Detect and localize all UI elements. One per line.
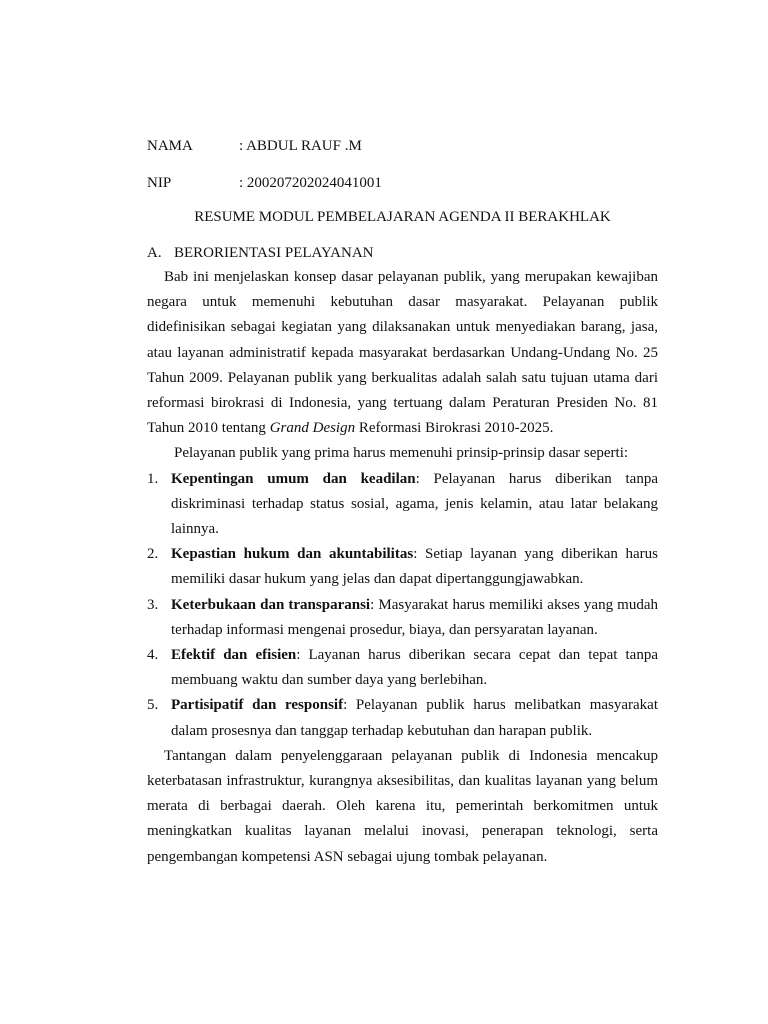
list-item-number: 2. bbox=[147, 546, 159, 563]
list-item bbox=[147, 643, 658, 693]
list-item bbox=[147, 693, 658, 743]
name-label: NAMA bbox=[147, 138, 193, 154]
list-item-body bbox=[171, 542, 658, 592]
section-heading-text: BERORIENTASI PELAYANAN bbox=[174, 245, 374, 261]
nip-value: : 200207202024041001 bbox=[239, 175, 382, 191]
closing-paragraph: Tantangan dalam penyelenggaraan pelayanan publik di Indonesia mencakup keterbatasan infrastruktur, kurangnya aksesibilitas, dan kualitas layanan yang belum merata di berbagai daerah. Oleh karena itu, pemerintah berkomitmen untuk meningkatkan kualitas layanan melalui inovasi, penerapan teknologi, serta pengembangan kompetensi ASN sebagai ujung tombak pelayanan. bbox=[147, 747, 658, 865]
intro-text: Bab ini menjelaskan konsep dasar pelayanan publik, yang merupakan kewajiban negara untuk memenuhi kebutuhan dasar masyarakat. Pelayanan publik didefinisikan sebagai kegiatan yang dilaksanakan untuk menyediakan barang, jasa, atau layanan administratif kepada masyarakat berdasarkan Undang-Undang No. 25 Tahun 2009. Pelayanan publik yang berkualitas adalah salah satu tujuan utama dari reformasi birokrasi di Indonesia, yang tertuang dalam Peraturan Presiden No. 81 Tahun 2010 tentang bbox=[147, 269, 658, 437]
principles-lead: Pelayanan publik yang prima harus memenuhi prinsip-prinsip dasar seperti: bbox=[174, 445, 629, 462]
list-item-number: 1. bbox=[147, 470, 159, 487]
list-item-number: 4. bbox=[147, 647, 159, 664]
document-page bbox=[147, 136, 658, 870]
nip-label: NIP bbox=[147, 175, 172, 191]
list-item-desc: : Pelayanan harus diberikan tanpa diskriminasi terhadap status sosial, agama, jenis kelamin, atau latar belakang lainnya. bbox=[171, 470, 658, 538]
document-title: RESUME MODUL PEMBELAJARAN AGENDA II BERAKHLAK bbox=[194, 209, 611, 225]
list-item-number: 3. bbox=[147, 596, 159, 613]
list-item-desc: : Pelayanan publik harus melibatkan masyarakat dalam prosesnya dan tanggap terhadap kebutuhan dan harapan publik. bbox=[171, 697, 658, 739]
intro-paragraph bbox=[147, 265, 658, 441]
section-heading bbox=[147, 243, 658, 263]
list-item-body bbox=[171, 467, 658, 543]
list-item-body bbox=[171, 693, 658, 743]
list-item-term: Partisipatif dan responsif bbox=[171, 697, 344, 714]
list-item-body bbox=[171, 643, 658, 693]
name-value: : ABDUL RAUF .M bbox=[239, 138, 362, 154]
list-item-term: Keterbukaan dan transparansi bbox=[171, 596, 371, 613]
list-item-term: Efektif dan efisien bbox=[171, 647, 297, 664]
list-item-desc: : Masyarakat harus memiliki akses yang mudah terhadap informasi mengenai prosedur, biaya, dan persyaratan layanan. bbox=[171, 596, 658, 638]
section-letter: A. bbox=[147, 245, 162, 261]
nip-row bbox=[147, 173, 658, 193]
name-row bbox=[147, 136, 658, 156]
list-item-body bbox=[171, 593, 658, 643]
list-item bbox=[147, 542, 658, 592]
list-item bbox=[147, 593, 658, 643]
list-item-desc: : Layanan harus diberikan secara cepat dan tepat tanpa membuang waktu dan sumber daya yang berlebihan. bbox=[171, 647, 658, 689]
list-item-term: Kepentingan umum dan keadilan bbox=[171, 470, 416, 487]
list-item-term: Kepastian hukum dan akuntabilitas bbox=[171, 546, 414, 563]
list-item-number: 5. bbox=[147, 697, 159, 714]
intro-text-end: Reformasi Birokrasi 2010-2025. bbox=[355, 420, 554, 437]
principles-list bbox=[147, 467, 658, 744]
intro-italic-text: Grand Design bbox=[269, 420, 356, 437]
list-item-desc: : Setiap layanan yang diberikan harus memiliki dasar hukum yang jelas dan dapat dipertanggungjawabkan. bbox=[171, 546, 658, 588]
list-item bbox=[147, 467, 658, 543]
